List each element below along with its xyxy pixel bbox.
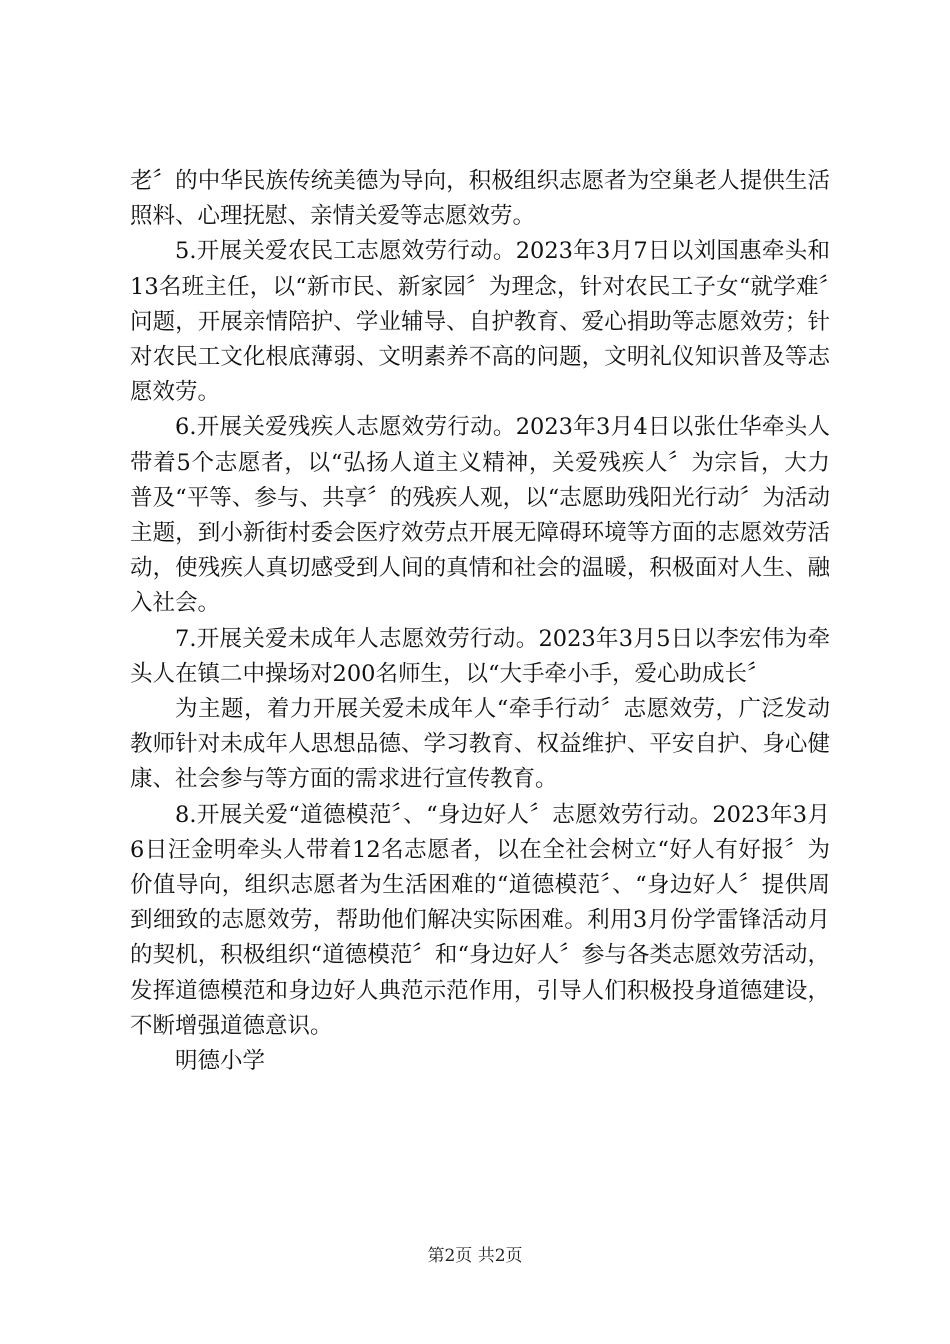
paragraph-item-7: 7.开展关爱未成年人志愿效劳行动。2023年3月5日以李宏伟为牵头人在镇二中操场对200名师生，以“大手牵小手，爱心助成长〞 xyxy=(130,625,830,687)
page-number-footer: 第2页 共2页 xyxy=(427,1246,523,1266)
paragraph-item-5: 5.开展关爱农民工志愿效劳行动。2023年3月7日以刘国惠牵头和13名班主任，以“新市民、新家园〞为理念，针对农民工子女“就学难〞问题，开展亲情陪护、学业辅导、自护教育、爱心捐助等志愿效劳；针对农民工文化根底薄弱、文明素养不高的问题，文明礼仪知识普及等志愿效劳。 xyxy=(130,238,830,406)
paragraph-item-6: 6.开展关爱残疾人志愿效劳行动。2023年3月4日以张仕华牵头人带着5个志愿者，以“弘扬人道主义精神，关爱残疾人〞为宗旨，大力普及“平等、参与、共享〞的残疾人观，以“志愿助残阳光行动〞为活动主题，到小新街村委会医疗效劳点开展无障碍环境等方面的志愿效劳活动，使残疾人真切感受到人间的真情和社会的温暖，积极面对人生、融入社会。 xyxy=(130,414,830,617)
document-body xyxy=(130,164,830,1079)
signature-school-name: 明德小学 xyxy=(175,1048,266,1075)
paragraph-continuation: 老〞的中华民族传统美德为导向，积极组织志愿者为空巢老人提供生活照料、心理抚慰、亲情关爱等志愿效劳。 xyxy=(130,168,830,230)
paragraph-item-8: 8.开展关爱“道德模范〞、“身边好人〞志愿效劳行动。2023年3月6日汪金明牵头人带着12名志愿者，以在全社会树立“好人有好报〞为价值导向，组织志愿者为生活困难的“道德模范〞、“身边好人〞提供周到细致的志愿效劳，帮助他们解决实际困难。利用3月份学雷锋活动月的契机，积极组织“道德模范〞和“身边好人〞参与各类志愿效劳活动，发挥道德模范和身边好人典范示范作用，引导人们积极投身道德建设，不断增强道德意识。 xyxy=(130,801,830,1039)
paragraph-item-7-continued: 为主题，着力开展关爱未成年人“牵手行动〞志愿效劳，广泛发动教师针对未成年人思想品德、学习教育、权益维护、平安自护、身心健康、社会参与等方面的需求进行宣传教育。 xyxy=(130,696,830,793)
